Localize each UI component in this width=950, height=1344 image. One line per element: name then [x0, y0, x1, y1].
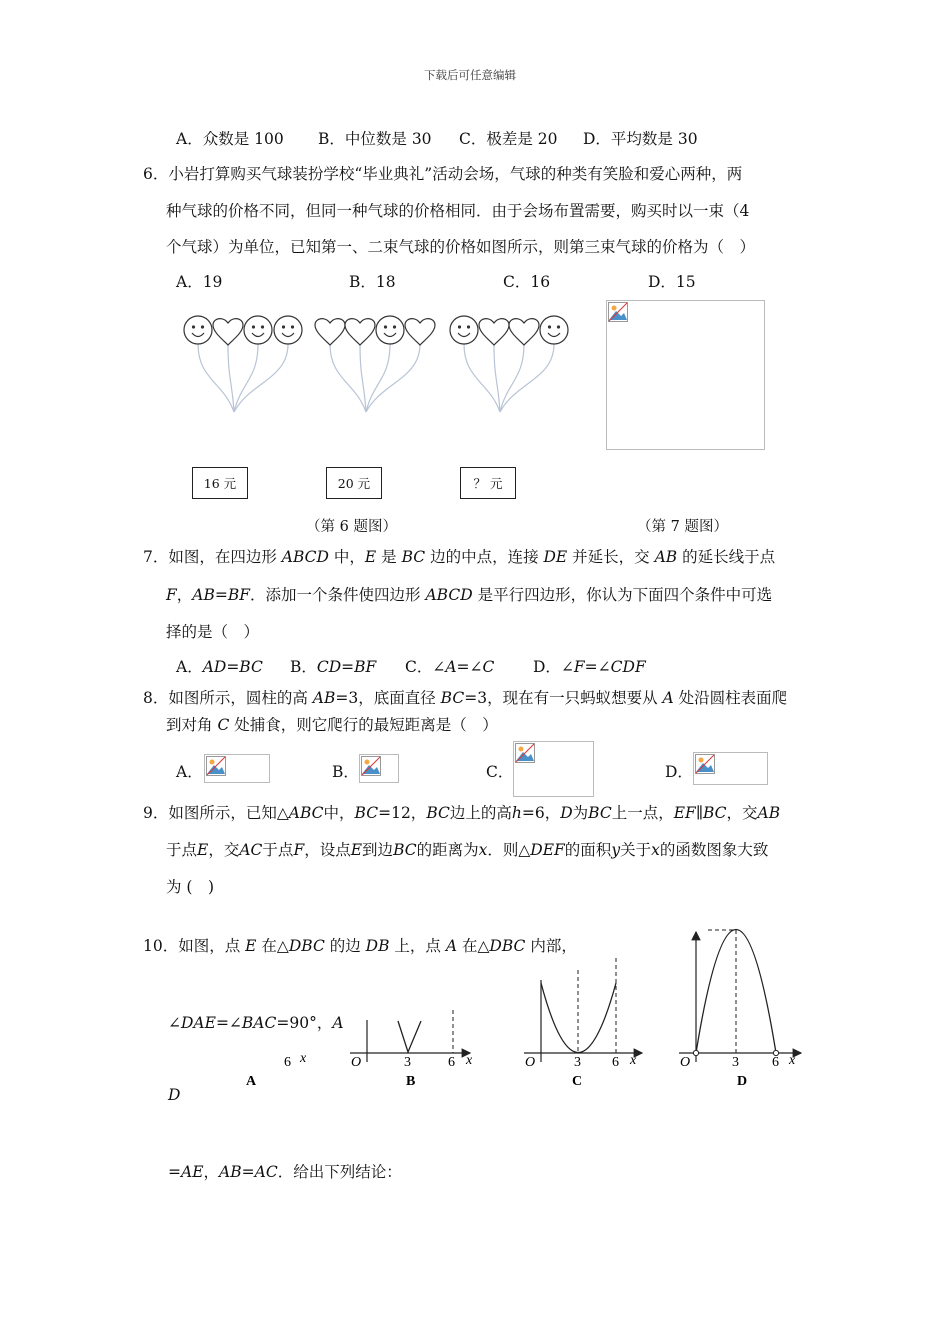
q7-option-a: A．AD=BC [176, 658, 263, 676]
graph-b-origin: O [351, 1055, 362, 1070]
q7-text-line-2: F，AB=BF．添加一个条件使四边形 ABCD 是平行四边形，你认为下面四个条件中可选 [166, 586, 773, 604]
graph-b-curve [398, 1021, 421, 1052]
graph-d-label: D [737, 1074, 748, 1089]
q6-option-b: B．18 [349, 273, 396, 291]
q8-option-b: B． [332, 763, 359, 781]
q6-figure-caption: （第 6 题图） [306, 519, 397, 535]
graph-b-tick-6: 6 [448, 1055, 455, 1070]
q8-text-line-2: 到对角 C 处捕食，则它爬行的最短距离是（ ） [166, 716, 498, 734]
graph-d-open-point-0 [693, 1050, 698, 1055]
graph-b-x-label: x [466, 1053, 473, 1068]
q7-option-c: C．∠A=∠C [405, 658, 495, 676]
q8-option-a: A． [176, 763, 203, 781]
q9-text-line-2: 于点E，交AC于点F，设点E到边BC的距离为x．则△DEF的面积y关于x的函数图象大致 [166, 841, 769, 859]
graph-d-origin: O [680, 1055, 691, 1070]
q9-text-line-3: 为 ( ) [166, 878, 215, 896]
graph-c-x-label: x [630, 1053, 637, 1068]
q5-option-a: A．众数是 100 [176, 130, 284, 148]
graph-d-tick-6: 6 [772, 1055, 779, 1070]
q7-text-line-3: 择的是（ ） [166, 623, 260, 641]
graph-d-tick-3: 3 [732, 1055, 739, 1070]
q6-option-d: D．15 [648, 273, 696, 291]
graph-c-label: C [572, 1074, 583, 1089]
q6-price-box-1: 16 元 [192, 467, 248, 499]
q6-price-box-3: ？ 元 [460, 467, 516, 499]
q6-option-a: A．19 [176, 273, 223, 291]
q6-text-line-3: 个气球）为单位，已知第一、二束气球的价格如图所示，则第三束气球的价格为（ ） [166, 238, 756, 256]
q7-option-d: D．∠F=∠CDF [533, 658, 646, 676]
q8-text-line-1: 8．如图所示，圆柱的高 AB=3，底面直径 BC=3，现在有一只蚂蚁想要从 A 处沿圆柱表面爬 [143, 689, 788, 707]
graph-b-tick-3: 3 [404, 1055, 411, 1070]
q7-figure-caption: （第 7 题图） [637, 519, 728, 535]
graph-d-x-label: x [789, 1053, 796, 1068]
q5-option-c: C．极差是 20 [459, 130, 558, 148]
q6-text-line-2: 种气球的价格不同，但同一种气球的价格相同．由于会场布置需要，购买时以一束（4 [166, 202, 750, 220]
q6-text-line-1: 6．小岩打算购买气球装扮学校“毕业典礼”活动会场，气球的种类有笑脸和爱心两种，两 [143, 165, 743, 183]
q10-text-line-2: ∠DAE=∠BAC=90°，A [168, 1014, 344, 1032]
graph-a-label: A [246, 1074, 257, 1089]
q10-text-line-3: D [168, 1086, 181, 1104]
q7-text-line-1: 7．如图，在四边形 ABCD 中，E 是 BC 边的中点，连接 DE 并延长，交 AB 的延长线于点 [143, 548, 776, 566]
q9-text-line-1: 9．如图所示，已知△ABC中，BC=12，BC边上的高h=6，D为BC上一点，EF∥BC，交AB [143, 804, 781, 822]
graph-d-curve [696, 930, 776, 1054]
q10-text-line-4: =AE，AB=AC．给出下列结论： [168, 1163, 402, 1181]
q7-option-b: B．CD=BF [290, 658, 377, 676]
graph-c-tick-3: 3 [574, 1055, 581, 1070]
graph-c-tick-6: 6 [612, 1055, 619, 1070]
q6-price-box-2: 20 元 [326, 467, 382, 499]
graph-b-label: B [406, 1074, 416, 1089]
graph-a-x-label: x [300, 1051, 307, 1066]
q6-option-c: C．16 [503, 273, 551, 291]
q10-text-line-1: 10．如图，点 E 在△DBC 的边 DB 上，点 A 在△DBC 内部， [143, 937, 577, 955]
q5-option-b: B．中位数是 30 [318, 130, 432, 148]
q5-option-d: D．平均数是 30 [583, 130, 698, 148]
page-header: 下载后可任意编辑 [424, 68, 516, 82]
q8-option-c: C． [486, 763, 514, 781]
graph-c-origin: O [525, 1055, 536, 1070]
graph-a-tick-6: 6 [284, 1055, 291, 1070]
q8-option-d: D． [665, 763, 693, 781]
